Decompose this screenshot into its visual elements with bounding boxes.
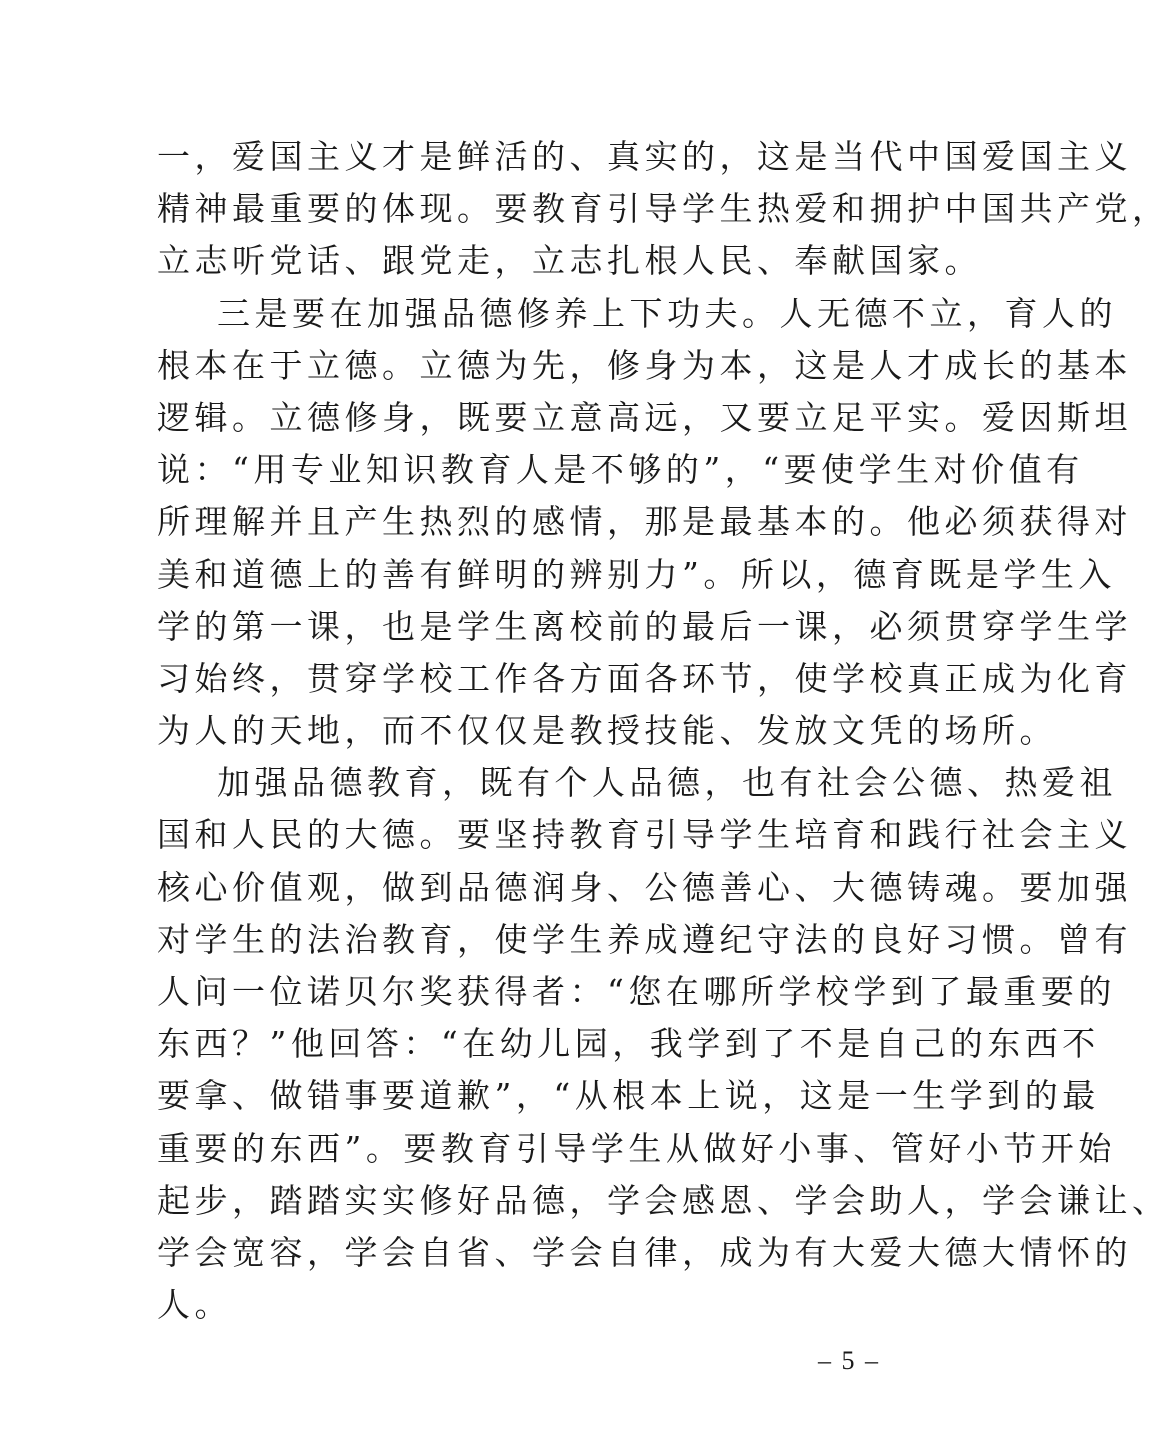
text-line: 三是要在加强品德修养上下功夫。人无德不立，育人的 — [157, 293, 1117, 333]
text-line: 一，爱国主义才是鲜活的、真实的，这是当代中国爱国主义 — [157, 137, 1132, 176]
text-line: 东西？”他回答：“在幼儿园，我学到了不是自己的东西不 — [157, 1024, 1100, 1064]
page-number: – 5 – — [818, 1346, 880, 1375]
text-line: 起步，踏踏实实修好品德，学会感恩、学会助人，学会谦让、 — [157, 1180, 1170, 1220]
text-line: 说：“用专业知识教育人是不够的”，“要使学生对价值有 — [157, 450, 1084, 490]
text-line: 人问一位诺贝尔奖获得者：“您在哪所学校学到了最重要的 — [157, 972, 1116, 1011]
text-line: 重要的东西”。要教育引导学生从做好小事、管好小节开始 — [157, 1128, 1116, 1168]
text-line: 国和人民的大德。要坚持教育引导学生培育和践行社会主义 — [157, 815, 1132, 855]
text-line: 所理解并且产生热烈的感情，那是最基本的。他必须获得对 — [157, 502, 1132, 542]
text-line: 美和道德上的善有鲜明的辨别力”。所以，德育既是学生入 — [157, 554, 1116, 594]
text-line: 习始终，贯穿学校工作各方面各环节，使学校真正成为化育 — [157, 658, 1132, 698]
text-line: 逻辑。立德修身，既要立意高远，又要立足平实。爱因斯坦 — [157, 397, 1132, 437]
text-line: 要拿、做错事要道歉”，“从根本上说，这是一生学到的最 — [157, 1076, 1100, 1116]
text-line: 加强品德教育，既有个人品德，也有社会公德、热爱祖 — [157, 763, 1117, 803]
text-line: 为人的天地，而不仅仅是教授技能、发放文凭的场所。 — [157, 711, 1057, 751]
text-line: 立志听党话、跟党走，立志扎根人民、奉献国家。 — [157, 241, 982, 281]
text-line: 核心价值观，做到品德润身、公德善心、大德铸魂。要加强 — [157, 867, 1132, 907]
text-line: 学会宽容，学会自省、学会自律，成为有大爱大德大情怀的 — [157, 1232, 1132, 1272]
text-line: 学的第一课，也是学生离校前的最后一课，必须贯穿学生学 — [157, 606, 1132, 646]
text-line: 根本在于立德。立德为先，修身为本，这是人才成长的基本 — [157, 345, 1132, 385]
body-text — [157, 131, 1170, 1331]
text-line: 人。 — [157, 1285, 232, 1325]
text-line: 精神最重要的体现。要教育引导学生热爱和拥护中国共产党， — [157, 189, 1170, 229]
text-line: 对学生的法治教育，使学生养成遵纪守法的良好习惯。曾有 — [157, 919, 1132, 959]
